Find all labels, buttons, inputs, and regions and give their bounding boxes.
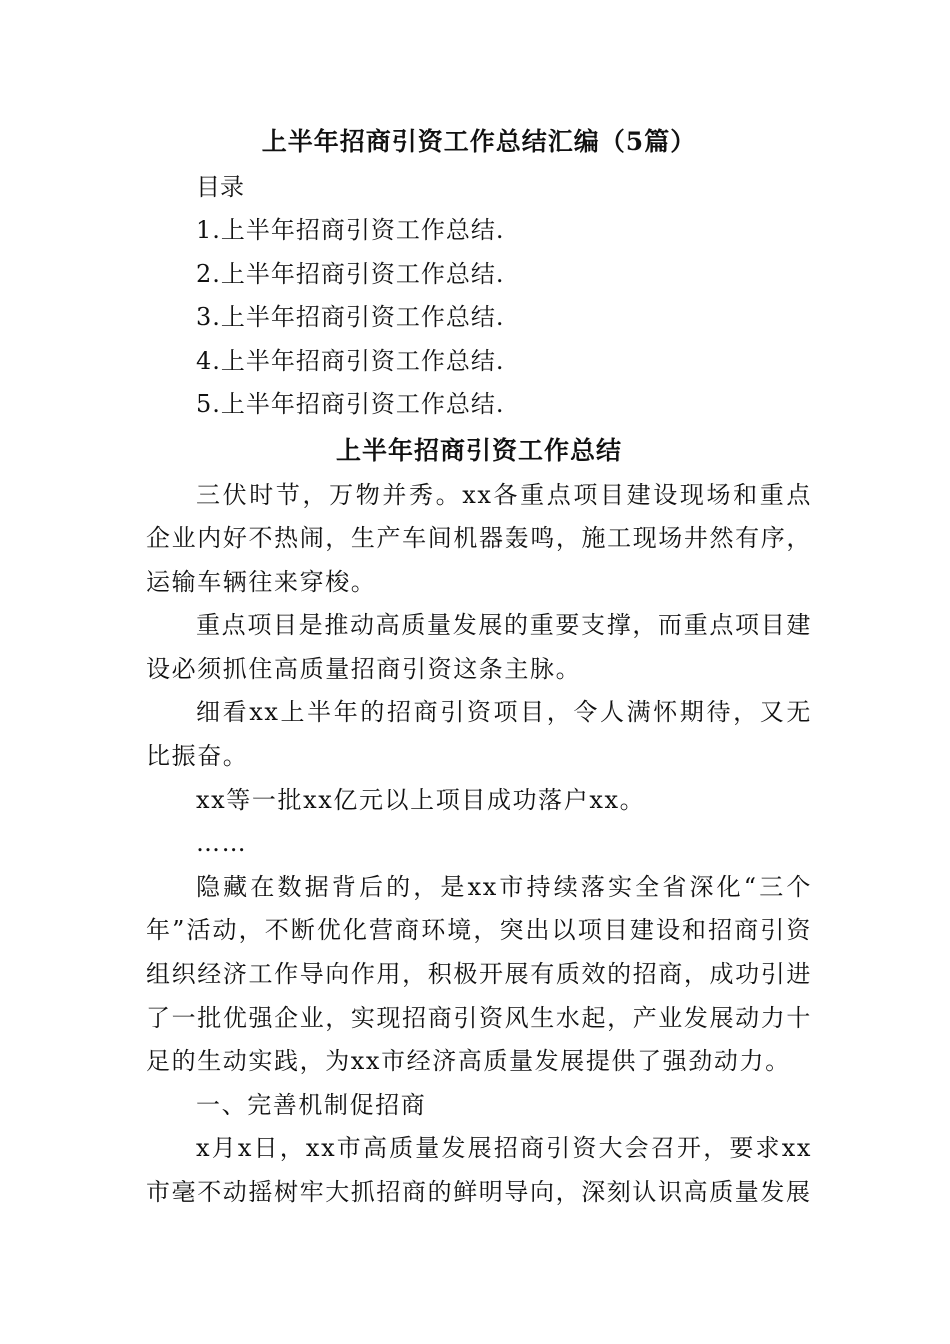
- toc-item-5: 5.上半年招商引资工作总结.: [196, 390, 505, 418]
- toc-item-3: 3.上半年招商引资工作总结.: [196, 303, 505, 331]
- toc-list: [146, 209, 812, 427]
- body-paragraph: xx等一批xx亿元以上项目成功落户xx。: [196, 785, 646, 814]
- toc-item-4: 4.上半年招商引资工作总结.: [196, 346, 505, 375]
- toc-item-1: 1.上半年招商引资工作总结.: [196, 216, 505, 244]
- body-paragraph: 三伏时节，万物并秀。xx各重点项目建设现场和重点企业内好不热闹，生产车间机器轰鸣，施工现场井然有序，运输车辆往来穿梭。: [146, 480, 812, 596]
- body-paragraph: 细看xx上半年的招商引资项目，令人满怀期待，又无比振奋。: [146, 698, 812, 771]
- ellipsis-paragraph: ……: [196, 829, 248, 858]
- document-page: [146, 118, 812, 1215]
- toc-item-2: 2.上半年招商引资工作总结.: [196, 259, 505, 288]
- body-paragraph: x月x日，xx市高质量发展招商引资大会召开，要求xx市毫不动摇树牢大抓招商的鲜明导向，深刻认识高质量发展: [146, 1134, 812, 1206]
- document-title: 上半年招商引资工作总结汇编（5篇）: [261, 127, 697, 156]
- subsection-heading: 一、完善机制促招商: [196, 1090, 427, 1119]
- body-paragraph: 隐藏在数据背后的，是xx市持续落实全省深化“三个年”活动，不断优化营商环境，突出以项目建设和招商引资组织经济工作导向作用，积极开展有质效的招商，成功引进了一批优强企业，实现招商引资风生水起，产业发展动力十足的生动实践，为xx市经济高质量发展提供了强劲动力。: [146, 872, 812, 1076]
- section-title: 上半年招商引资工作总结: [335, 435, 622, 465]
- toc-heading: 目录: [196, 173, 244, 201]
- body-paragraph: 重点项目是推动高质量发展的重要支撑，而重点项目建设必须抓住高质量招商引资这条主脉。: [146, 611, 812, 683]
